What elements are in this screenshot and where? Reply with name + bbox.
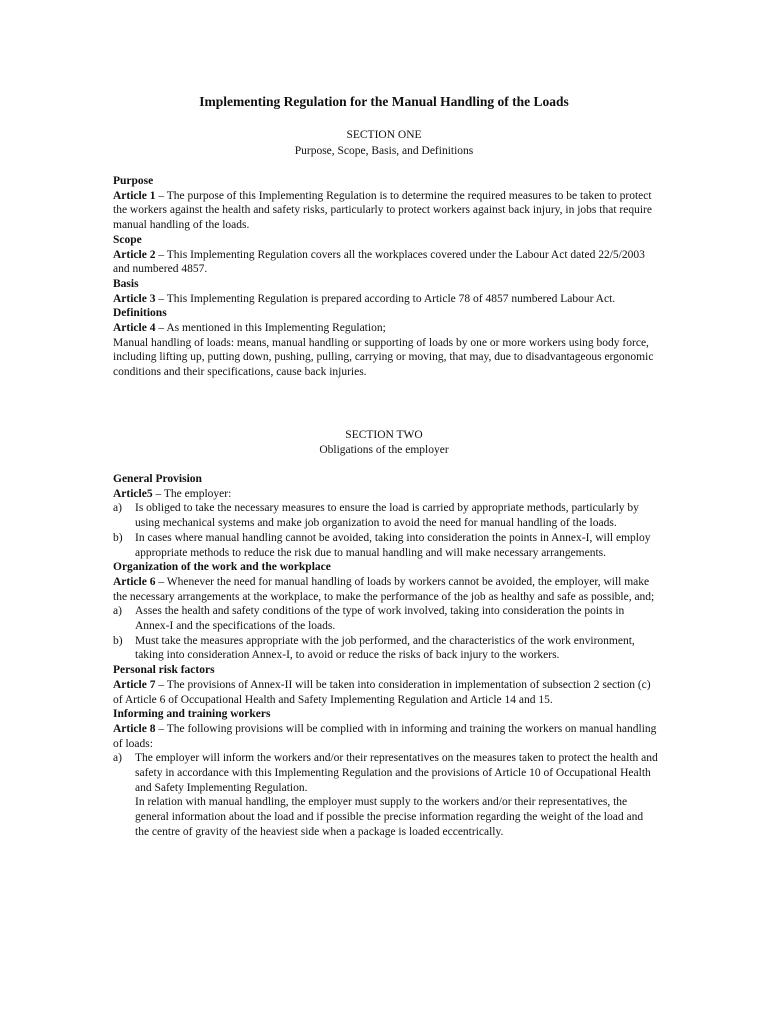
list-item-label: a): [113, 502, 122, 515]
section-one-body: [113, 174, 658, 380]
article-8-text: – The following provisions will be complied with in informing and training the workers on manual handling of loads:: [113, 722, 657, 750]
list-item: [113, 634, 658, 663]
section-two-subheading: Obligations of the employer: [319, 444, 449, 456]
article-3-label: Article 3: [113, 292, 156, 305]
article-2-label: Article 2: [113, 248, 156, 261]
article-4-definition: Manual handling of loads: means, manual handling or supporting of loads by one or more workers using body force, including lifting up, putting down, pushing, pulling, carrying or moving, that may, due to disadvantageous ergonomic conditions and their specifications, cause back injuries.: [113, 336, 654, 379]
heading-informing-training: Informing and training workers: [113, 708, 271, 721]
article-4-label: Article 4: [113, 322, 156, 335]
list-item-text: In cases where manual handling cannot be avoided, taking into consideration the points in Annex-I, will employ appropriate methods to reduce the risk due to manual handling and will make necessary arrangements.: [135, 531, 651, 559]
article-6-label: Article 6: [113, 575, 156, 588]
article-5: [113, 487, 658, 502]
article-8-label: Article 8: [113, 722, 156, 735]
list-item-text: Must take the measures appropriate with the job performed, and the characteristics of the work environment, taking into consideration Annex-I, to avoid or reduce the risks of back injury to the workers.: [135, 634, 635, 662]
section-one-heading: SECTION ONE: [346, 129, 422, 141]
article-6-text: – Whenever the need for manual handling of loads by workers cannot be avoided, the employer, will make the necessary arrangements at the workplace, to make the performance of the job as healthy and safe as possible, and;: [113, 575, 655, 603]
article-6: [113, 575, 658, 604]
list-item: [113, 501, 658, 530]
heading-purpose: Purpose: [113, 175, 154, 187]
heading-general-provision: General Provision: [113, 473, 202, 485]
list-item-text: Asses the health and safety conditions of the type of work involved, taking into consideration the points in Annex-I and the specifications of the loads.: [135, 605, 625, 633]
list-item-label: b): [113, 634, 123, 647]
article-3: [113, 292, 658, 307]
list-item-label: b): [113, 531, 123, 544]
article-5-label: Article5: [113, 487, 153, 500]
article-1-text: – The purpose of this Implementing Regulation is to determine the required measures to be taken to protect the workers against the health and safety risks, particularly to protect workers against back injury, in jobs that require manual handling of the loads.: [113, 189, 652, 232]
document-title: Implementing Regulation for the Manual Handling of the Loads: [199, 94, 569, 109]
list-item: [113, 751, 658, 795]
heading-personal-risk-factors: Personal risk factors: [113, 664, 215, 677]
heading-basis: Basis: [113, 277, 139, 290]
article-1-label: Article 1: [113, 189, 156, 202]
article-8: [113, 722, 658, 751]
article-7-text: – The provisions of Annex-II will be taken into consideration in implementation of subsection 2 section (c) of Article 6 of Occupational Health and Safety Implementing Regulation and Article 14 and 15.: [113, 678, 651, 706]
article-1: [113, 189, 658, 233]
list-item: [113, 604, 658, 633]
article-8-continuation: In relation with manual handling, the employer must supply to the workers and/or their representatives, the general information about the load and if possible the precise information regarding the weight of the load and the centre of gravity of the heaviest side when a package is loaded eccentrically.: [135, 796, 644, 838]
list-item-text: Is obliged to take the necessary measures to ensure the load is carried by appropriate methods, particularly by using mechanical systems and make job organization to avoid the need for manual handling of the loads.: [135, 502, 639, 530]
article-2: [113, 248, 658, 277]
section-one-subheading: Purpose, Scope, Basis, and Definitions: [294, 145, 474, 157]
article-7-label: Article 7: [113, 678, 156, 691]
section-two-body: [113, 472, 658, 840]
article-4: [113, 321, 658, 336]
heading-scope: Scope: [113, 233, 142, 246]
heading-definitions: Definitions: [113, 307, 167, 320]
section-two-heading: SECTION TWO: [345, 429, 423, 441]
heading-organization: Organization of the work and the workplace: [113, 561, 331, 574]
article-2-text: – This Implementing Regulation covers all the workplaces covered under the Labour Act dated 22/5/2003 and numbered 4857.: [113, 248, 645, 276]
article-5-text: – The employer:: [152, 487, 232, 500]
article-7: [113, 678, 658, 707]
list-item-label: a): [113, 752, 122, 765]
article-3-text: – This Implementing Regulation is prepared according to Article 78 of 4857 numbered Labour Act.: [155, 292, 616, 305]
list-item-text: The employer will inform the workers and/or their representatives on the measures taken to protect the health and safety in accordance with this Implementing Regulation and the provisions of Article 10 of Occupational Health and Safety Implementing Regulation.: [135, 752, 658, 794]
article-4-text: – As mentioned in this Implementing Regulation;: [155, 322, 386, 335]
list-item: [113, 531, 658, 560]
list-item-label: a): [113, 605, 122, 618]
